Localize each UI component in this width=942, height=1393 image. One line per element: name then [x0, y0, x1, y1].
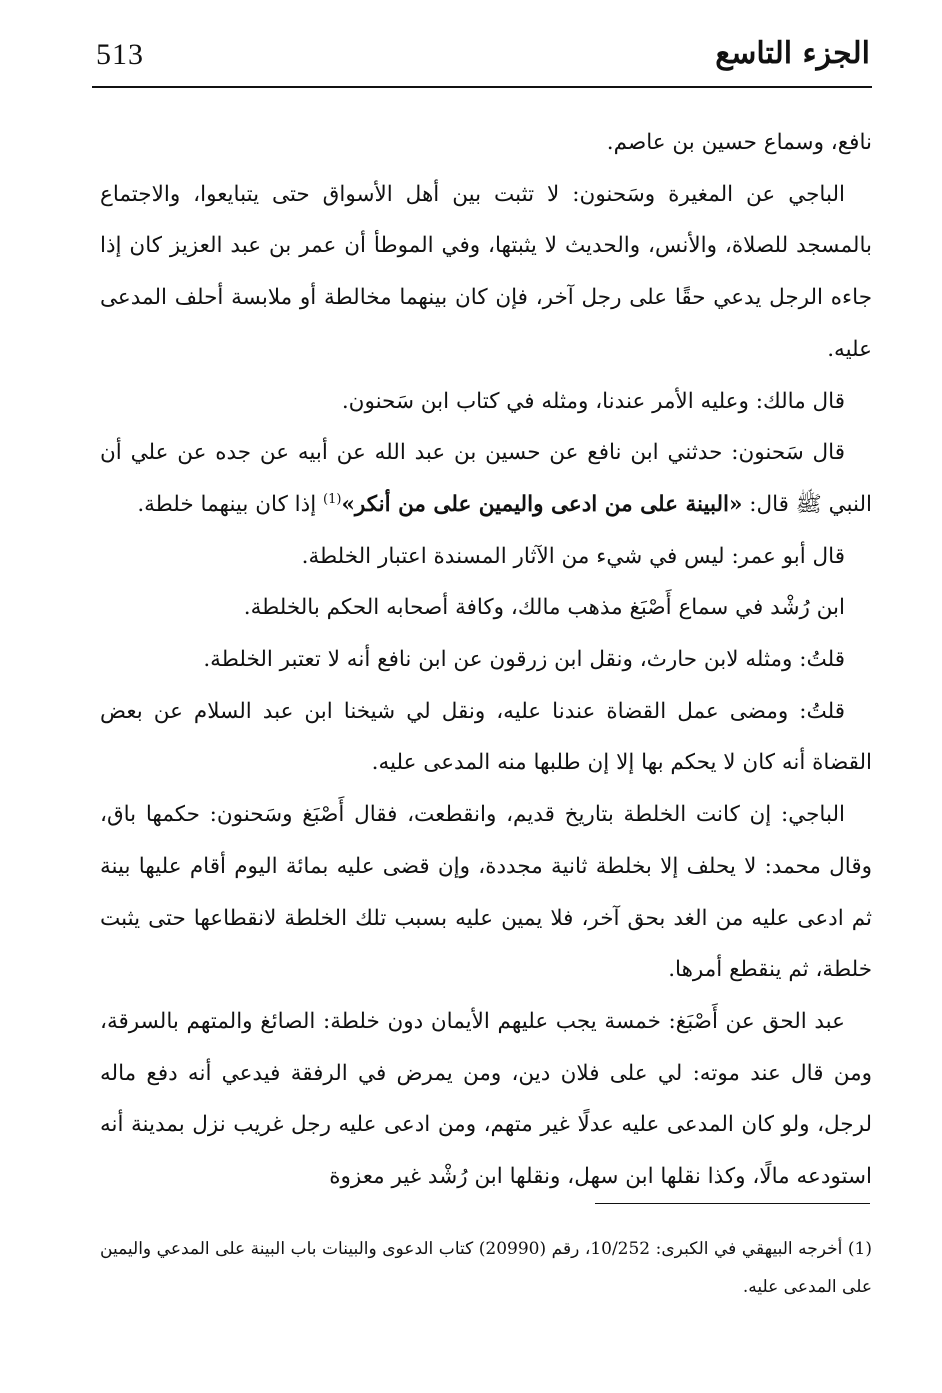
paragraph-2: الباجي عن المغيرة وسَحنون: لا تثبت بين أهل الأسواق حتى يتبايعوا، والاجتماع بالمسجد للصلاة، والأنس، والحديث لا يثبتها، وفي الموطأ أن عمر بن عبد العزيز كان إذا جاءه الرجل يدعي حقًا على رجل آخر، فإن كان بينهما مخالطة أو ملابسة أحلف المدعى عليه. [100, 181, 872, 362]
footnote-text: (1) أخرجه البيهقي في الكبرى: 10/252، رقم (20990) كتاب الدعوى والبينات باب البينة على المدعي واليمين على المدعى عليه. [100, 1239, 872, 1297]
paragraph-5: قال أبو عمر: ليس في شيء من الآثار المسندة اعتبار الخلطة. [301, 543, 845, 569]
paragraph-4 [100, 427, 872, 530]
paragraph-8: قلتُ: ومضى عمل القضاة عندنا عليه، ونقل لي شيخنا ابن عبد السلام عن بعض القضاة أنه كان لا يحكم بها إلا إن طلبها منه المدعى عليه. [100, 698, 872, 776]
paragraph-4-lead: قال سَحنون: حدثني ابن نافع عن حسين بن عبد الله عن أبيه عن جده عن علي أن النبي ﷺ قال: [100, 440, 872, 517]
running-title: الجزء التاسع [715, 36, 870, 71]
paragraph-4-tail: إذا كان بينهما خلطة. [137, 491, 324, 517]
footnote [100, 1230, 872, 1306]
paragraph-6: ابن رُشْد في سماع أَصْبَغ مذهب مالك، وكافة أصحابه الحكم بالخلطة. [243, 595, 845, 621]
paragraph-1: نافع، وسماع حسين بن عاصم. [606, 130, 872, 155]
page-number: 513 [96, 38, 144, 71]
paragraph-3: قال مالك: وعليه الأمر عندنا، ومثله في كتاب ابن سَحنون. [341, 388, 845, 414]
main-text [100, 117, 872, 1203]
paragraph-10: عبد الحق عن أَصْبَغ: خمسة يجب عليهم الأيمان دون خلطة: الصائغ والمتهم بالسرقة، ومن قال عند موته: لي على فلان دين، ومن يمرض في الرفقة فيدعي أنه دفع ماله لرجل، ولو كان المدعى عليه عدلًا غير متهم، ومن ادعى عليه رجل غريب نزل بمدينة أنه استودعه مالًا، وكذا نقلها ابن سهل، ونقلها ابن رُشْد غير معزوة [100, 1008, 872, 1190]
paragraph-9: الباجي: إن كانت الخلطة بتاريخ قديم، وانقطعت، فقال أَصْبَغ وسَحنون: حكمها باق، وقال محمد: لا يحلف إلا بخلطة ثانية مجددة، وإن قضى عليه بمائة اليوم أقام عليها بينة ثم ادعى عليه من الغد بحق آخر، فلا يمين عليه بسبب تلك الخلطة لانقطاعها حتى يثبت خلطة، ثم ينقطع أمرها. [100, 802, 872, 983]
footnote-reference[interactable]: (1) [323, 491, 342, 507]
footnote-rule [595, 1203, 870, 1204]
paragraph-7: قلتُ: ومثله لابن حارث، ونقل ابن زرقون عن ابن نافع أنه لا تعتبر الخلطة. [203, 647, 845, 673]
hadith-quote: «البينة على من ادعى واليمين على من أنكر» [341, 491, 743, 517]
header-rule [92, 86, 872, 88]
